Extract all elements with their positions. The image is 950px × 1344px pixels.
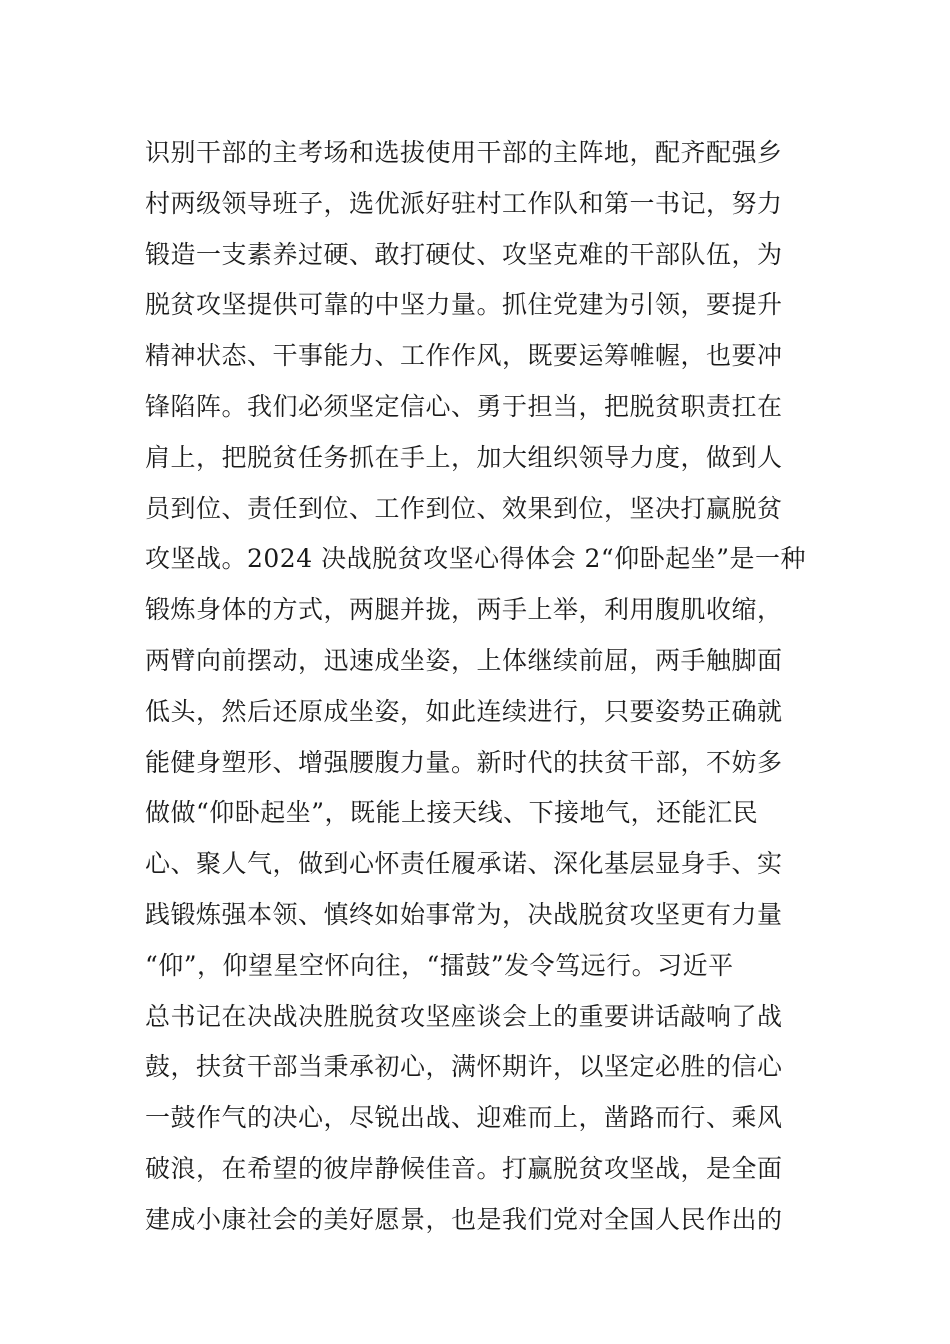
text-line: 锋陷阵。我们必须坚定信心、勇于担当，把脱贫职责扛在 bbox=[145, 391, 783, 421]
text-line: 员到位、责任到位、工作到位、效果到位，坚决打赢脱贫 bbox=[145, 493, 783, 523]
body-text bbox=[145, 128, 825, 1246]
text-line: 践锻炼强本领、慎终如始事常为，决战脱贫攻坚更有力量 bbox=[145, 899, 783, 929]
text-line: 做做“仰卧起坐”，既能上接天线、下接地气，还能汇民 bbox=[145, 798, 759, 828]
text-line: 低头，然后还原成坐姿，如此连续进行，只要姿势正确就 bbox=[145, 696, 783, 726]
text-line: 鼓，扶贫干部当秉承初心，满怀期许，以坚定必胜的信心 bbox=[145, 1052, 783, 1082]
text-line: “仰”，仰望星空怀向往，“擂鼓”发令笃远行。习近平 bbox=[145, 950, 734, 980]
text-line: 肩上，把脱贫任务抓在手上，加大组织领导力度，做到人 bbox=[145, 442, 783, 472]
text-line: 心、聚人气，做到心怀责任履承诺、深化基层显身手、实 bbox=[145, 849, 783, 879]
text-line: 精神状态、干事能力、工作作风，既要运筹帷幄，也要冲 bbox=[145, 341, 783, 371]
text-line: 锻造一支素养过硬、敢打硬仗、攻坚克难的干部队伍，为 bbox=[145, 239, 783, 269]
text-line: 总书记在决战决胜脱贫攻坚座谈会上的重要讲话敲响了战 bbox=[145, 1001, 783, 1031]
text-line: 识别干部的主考场和选拔使用干部的主阵地，配齐配强乡 bbox=[145, 138, 783, 167]
text-line: 村两级领导班子，选优派好驻村工作队和第一书记，努力 bbox=[145, 188, 783, 218]
text-line: 两臂向前摆动，迅速成坐姿，上体继续前屈，两手触脚面 bbox=[145, 645, 783, 675]
text-line: 锻炼身体的方式，两腿并拢，两手上举，利用腹肌收缩， bbox=[145, 595, 783, 625]
text-line: 破浪，在希望的彼岸静候佳音。打赢脱贫攻坚战，是全面 bbox=[145, 1153, 783, 1183]
text-line: 一鼓作气的决心，尽锐出战、迎难而上，凿路而行、乘风 bbox=[145, 1103, 783, 1133]
text-line: 建成小康社会的美好愿景，也是我们党对全国人民作出的 bbox=[145, 1204, 783, 1234]
text-line: 攻坚战。2024 决战脱贫攻坚心得体会 2“仰卧起坐”是一种 bbox=[145, 544, 806, 574]
text-line: 能健身塑形、增强腰腹力量。新时代的扶贫干部，不妨多 bbox=[145, 747, 783, 777]
text-line: 脱贫攻坚提供可靠的中坚力量。抓住党建为引领，要提升 bbox=[145, 290, 783, 320]
